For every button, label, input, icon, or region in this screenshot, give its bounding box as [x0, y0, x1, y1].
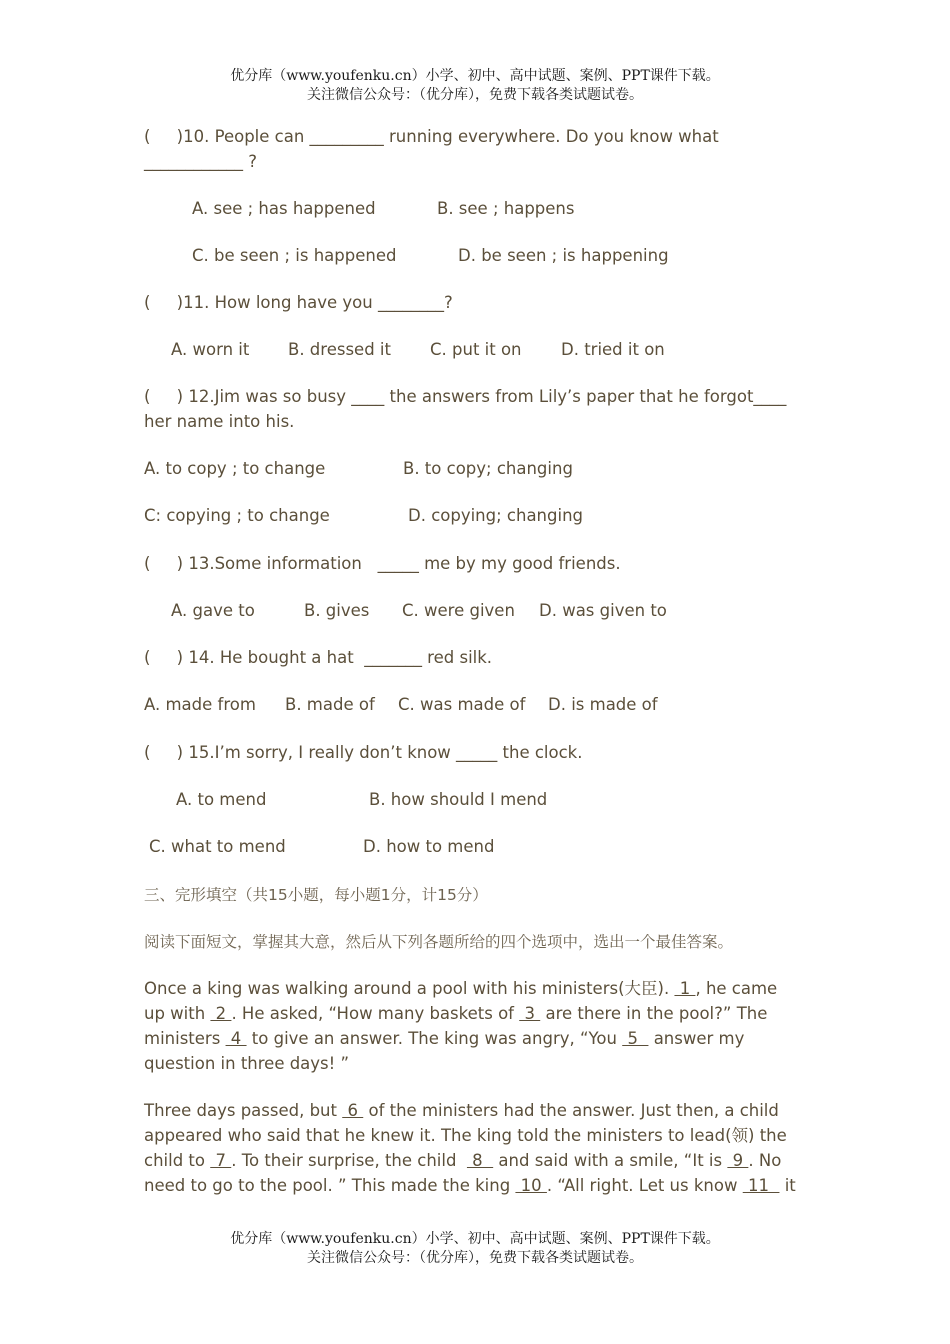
q14-option-a: A. made from: [144, 695, 256, 714]
q15-option-a: A. to mend: [176, 790, 267, 809]
footer-line-2: 关注微信公众号：（优分库），免费下载各类试题试卷。: [307, 1250, 643, 1266]
q13-option-b: B. gives: [304, 601, 370, 620]
blank-3: 3: [519, 1004, 541, 1023]
q12-option-d: D. copying; changing: [408, 506, 584, 525]
q14-option-b: B. made of: [285, 695, 375, 714]
q12-stem-cont: her name into his.: [144, 412, 295, 431]
section-title: 三、完形填空（共15小题，每小题1分，计15分）: [144, 886, 488, 904]
passage-p1-line4: question in three days! ”: [144, 1054, 350, 1073]
q11-stem: ( )11. How long have you ________?: [144, 293, 453, 312]
q11-option-d: D. tried it on: [561, 340, 665, 359]
passage-p2-line2: appeared who said that he knew it. The king told the ministers to lead(领) the: [144, 1126, 787, 1145]
blank-1: 1: [674, 979, 696, 998]
blank-8: 8: [466, 1151, 494, 1170]
q13-option-a: A. gave to: [171, 601, 255, 620]
blank-9: 9: [727, 1151, 749, 1170]
q13-option-c: C. were given: [402, 601, 515, 620]
q12-option-c: C: copying ; to change: [144, 506, 330, 525]
blank-6: 6: [342, 1101, 364, 1120]
footer-line-1: 优分库（www.youfenku.cn）小学、初中、高中试题、案例、PPT课件下载。: [230, 1231, 720, 1247]
blank-7: 7: [210, 1151, 232, 1170]
q13-option-d: D. was given to: [539, 601, 667, 620]
q10-stem: ( )10. People can _________ running everywhere. Do you know what: [144, 127, 719, 146]
header-line-2: 关注微信公众号：（优分库），免费下载各类试题试卷。: [307, 87, 643, 103]
blank-4: 4: [225, 1029, 247, 1048]
q12-stem: ( ) 12.Jim was so busy ____ the answers from Lily’s paper that he forgot____: [144, 387, 787, 406]
passage-p2-line3: child to 7 . To their surprise, the child 8 and said with a smile, “It is 9 . No: [144, 1151, 782, 1170]
blank-5: 5: [622, 1029, 649, 1048]
blank-11: 11: [742, 1176, 780, 1195]
q12-option-b: B. to copy; changing: [403, 459, 573, 478]
passage-p1-line2: up with 2 . He asked, “How many baskets of 3 are there in the pool?” The: [144, 1004, 768, 1023]
q15-stem: ( ) 15.I’m sorry, I really don’t know _____ the clock.: [144, 743, 583, 762]
q15-option-c: C. what to mend: [149, 837, 286, 856]
q11-option-c: C. put it on: [430, 340, 522, 359]
section-instruction: 阅读下面短文，掌握其大意，然后从下列各题所给的四个选项中，选出一个最佳答案。: [144, 933, 734, 951]
blank-2: 2: [210, 1004, 232, 1023]
q10-option-a: A. see ; has happened: [192, 199, 376, 218]
q10-stem-cont: ____________ ?: [144, 152, 258, 171]
header-line-1: 优分库（www.youfenku.cn）小学、初中、高中试题、案例、PPT课件下载。: [230, 68, 720, 84]
blank-10: 10: [515, 1176, 547, 1195]
q10-option-c: C. be seen ; is happened: [192, 246, 397, 265]
q13-stem: ( ) 13.Some information _____ me by my good friends.: [144, 554, 621, 573]
q11-option-b: B. dressed it: [288, 340, 391, 359]
passage-p1-line1: Once a king was walking around a pool with his ministers(大臣). 1 , he came: [144, 979, 778, 998]
passage-p2-line1: Three days passed, but 6 of the ministers had the answer. Just then, a child: [144, 1101, 779, 1120]
passage-p2-line4: need to go to the pool. ” This made the king 10 . “All right. Let us know 11 it: [144, 1176, 796, 1195]
q12-option-a: A. to copy ; to change: [144, 459, 326, 478]
passage-p1-line3: ministers 4 to give an answer. The king was angry, “You 5 answer my: [144, 1029, 745, 1048]
q14-option-c: C. was made of: [398, 695, 526, 714]
q14-option-d: D. is made of: [548, 695, 658, 714]
q11-option-a: A. worn it: [171, 340, 250, 359]
q10-option-b: B. see ; happens: [437, 199, 575, 218]
q14-stem: ( ) 14. He bought a hat _______ red silk.: [144, 648, 493, 667]
q15-option-d: D. how to mend: [363, 837, 495, 856]
q10-option-d: D. be seen ; is happening: [458, 246, 669, 265]
q15-option-b: B. how should I mend: [369, 790, 548, 809]
